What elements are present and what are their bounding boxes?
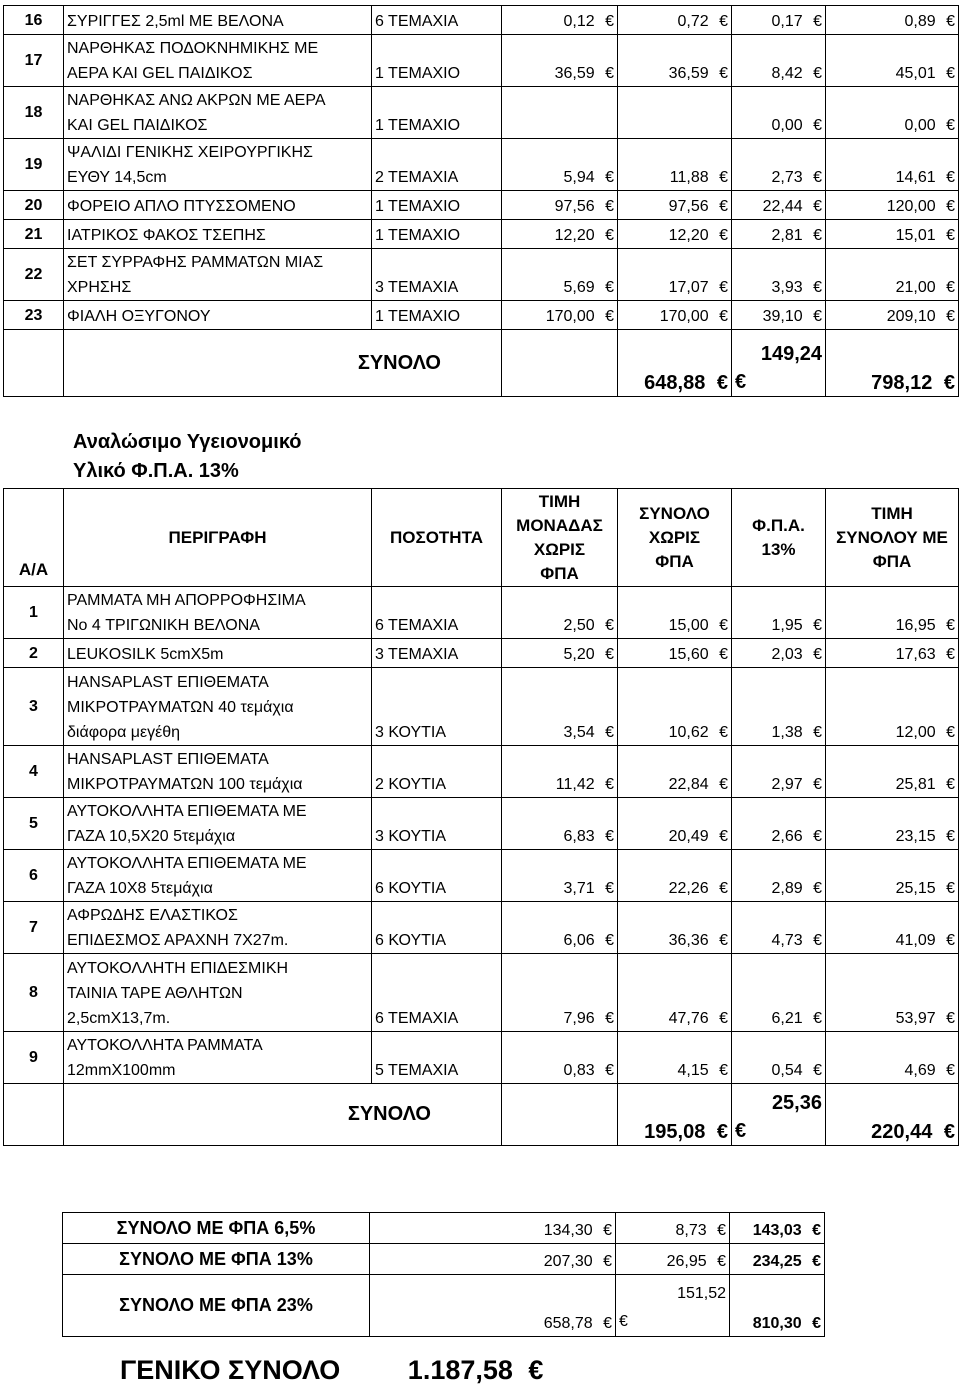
row-number: 21 — [4, 220, 64, 249]
row-total: 209,10 € — [826, 301, 959, 330]
row-number: 3 — [4, 668, 64, 746]
row-description: ΨΑΛΙΔΙ ΓΕΝΙΚΗΣ ΧΕΙΡΟΥΡΓΙΚΗΣ ΕΥΘΥ 14,5cm — [64, 139, 372, 191]
row-description: ΑΦΡΩΔΗΣ ΕΛΑΣΤΙΚΟΣ ΕΠΙΔΕΣΜΟΣ ΑΡΑΧΝΗ 7Χ27m. — [64, 902, 372, 954]
row-total: 14,61 € — [826, 139, 959, 191]
row-vat: 0,00 € — [732, 87, 826, 139]
row-unit-price: 6,83 € — [502, 798, 618, 850]
row-unit-price: 36,59 € — [502, 35, 618, 87]
table-row — [4, 301, 959, 330]
row-unit-price: 12,20 € — [502, 220, 618, 249]
summary-total: 143,03 € — [730, 1213, 825, 1244]
row-total: 16,95 € — [826, 587, 959, 639]
table-row — [4, 746, 959, 798]
row-net: 17,07 € — [618, 249, 732, 301]
header-no: Α/Α — [4, 489, 64, 587]
row-total: 23,15 € — [826, 798, 959, 850]
sum-total: 220,44 € — [826, 1084, 959, 1146]
row-net: 47,76 € — [618, 954, 732, 1032]
table2-header-row — [4, 489, 959, 587]
table-row — [4, 1032, 959, 1084]
row-net: 4,15 € — [618, 1032, 732, 1084]
row-total: 45,01 € — [826, 35, 959, 87]
row-unit-price: 3,54 € — [502, 668, 618, 746]
row-number: 5 — [4, 798, 64, 850]
row-description: ΑΥΤΟΚΟΛΛΗΤΑ ΡΑΜΜΑΤΑ 12mmX100mm — [64, 1032, 372, 1084]
row-description: ΝΑΡΘΗΚΑΣ ΑΝΩ ΑΚΡΩΝ ΜΕ ΑΕΡΑ ΚΑΙ GEL ΠΑΙΔΙΚΟΣ — [64, 87, 372, 139]
row-unit-price: 170,00 € — [502, 301, 618, 330]
row-quantity: 3 ΤΕΜΑΧΙΑ — [372, 249, 502, 301]
row-description: ΦΙΑΛΗ ΟΞΥΓΟΝΟΥ — [64, 301, 372, 330]
row-net: 170,00 € — [618, 301, 732, 330]
row-number: 18 — [4, 87, 64, 139]
row-net: 97,56 € — [618, 191, 732, 220]
row-quantity: 1 ΤΕΜΑΧΙΟ — [372, 301, 502, 330]
cell — [4, 330, 64, 397]
row-quantity: 1 ΤΕΜΑΧΙΟ — [372, 191, 502, 220]
row-unit-price: 5,20 € — [502, 639, 618, 668]
row-unit-price: 11,42 € — [502, 746, 618, 798]
items-table-2 — [3, 488, 959, 1146]
summary-label: ΣΥΝΟΛΟ ΜΕ ΦΠΑ 23% — [63, 1275, 370, 1337]
sum-label: ΣΥΝΟΛΟ — [64, 330, 502, 397]
table1-sum-row — [4, 330, 959, 397]
row-quantity: 2 ΚΟΥΤΙΑ — [372, 746, 502, 798]
row-vat: 4,73 € — [732, 902, 826, 954]
summary-label: ΣΥΝΟΛΟ ΜΕ ΦΠΑ 13% — [63, 1244, 370, 1275]
row-description: HANSAPLAST ΕΠΙΘΕΜΑΤΑ ΜΙΚΡΟΤΡΑΥΜΑΤΩΝ 40 τεμάχια διάφορα μεγέθη — [64, 668, 372, 746]
row-description: ΦΟΡΕΙΟ ΑΠΛΟ ΠΤΥΣΣΟΜΕΝΟ — [64, 191, 372, 220]
row-net: 36,59 € — [618, 35, 732, 87]
cell — [4, 1084, 64, 1146]
row-description: LEUKOSILK 5cmX5m — [64, 639, 372, 668]
row-vat: 0,54 € — [732, 1032, 826, 1084]
row-quantity: 3 ΚΟΥΤΙΑ — [372, 798, 502, 850]
row-quantity: 3 ΤΕΜΑΧΙΑ — [372, 639, 502, 668]
row-vat: 8,42 € — [732, 35, 826, 87]
row-net: 22,26 € — [618, 850, 732, 902]
row-quantity: 5 ΤΕΜΑΧΙΑ — [372, 1032, 502, 1084]
row-number: 22 — [4, 249, 64, 301]
row-total: 25,81 € — [826, 746, 959, 798]
sum-label: ΣΥΝΟΛΟ — [64, 1084, 502, 1146]
summary-vat: 151,52 € — [616, 1275, 730, 1337]
row-vat: 6,21 € — [732, 954, 826, 1032]
row-vat: 39,10 € — [732, 301, 826, 330]
table-row — [4, 798, 959, 850]
row-number: 20 — [4, 191, 64, 220]
row-unit-price: 2,50 € — [502, 587, 618, 639]
row-total: 0,89 € — [826, 6, 959, 35]
sum-total: 798,12 € — [826, 330, 959, 397]
row-vat: 2,66 € — [732, 798, 826, 850]
table-row — [4, 850, 959, 902]
row-description: ΣΥΡΙΓΓΕΣ 2,5ml ΜΕ ΒΕΛΟΝΑ — [64, 6, 372, 35]
table-row — [4, 954, 959, 1032]
row-number: 6 — [4, 850, 64, 902]
summary-row — [63, 1275, 959, 1337]
row-net: 22,84 € — [618, 746, 732, 798]
table-row — [4, 87, 959, 139]
header-unit: ΤΙΜΗ ΜΟΝΑΔΑΣ ΧΩΡΙΣ ΦΠΑ — [502, 489, 618, 587]
summary-total: 234,25 € — [730, 1244, 825, 1275]
row-net: 12,20 € — [618, 220, 732, 249]
row-total: 15,01 € — [826, 220, 959, 249]
row-number: 2 — [4, 639, 64, 668]
row-unit-price: 7,96 € — [502, 954, 618, 1032]
summary-vat: 26,95 € — [616, 1244, 730, 1275]
row-quantity: 6 ΚΟΥΤΙΑ — [372, 850, 502, 902]
row-quantity: 6 ΚΟΥΤΙΑ — [372, 902, 502, 954]
row-unit-price: 3,71 € — [502, 850, 618, 902]
row-vat: 2,89 € — [732, 850, 826, 902]
sum-vat: 25,36 € — [732, 1084, 826, 1146]
row-total: 0,00 € — [826, 87, 959, 139]
row-description: ΑΥΤΟΚΟΛΛΗΤΑ ΕΠΙΘΕΜΑΤΑ ΜΕ ΓΑΖΑ 10,5Χ20 5τεμάχια — [64, 798, 372, 850]
sum-vat: 149,24 € — [732, 330, 826, 397]
cell — [502, 330, 618, 397]
row-net: 15,00 € — [618, 587, 732, 639]
row-description: HANSAPLAST ΕΠΙΘΕΜΑΤΑ ΜΙΚΡΟΤΡΑΥΜΑΤΩΝ 100 τεμάχια — [64, 746, 372, 798]
row-vat: 2,97 € — [732, 746, 826, 798]
row-net: 11,88 € — [618, 139, 732, 191]
vat-summary-table — [62, 1212, 959, 1337]
row-quantity: 1 ΤΕΜΑΧΙΟ — [372, 220, 502, 249]
row-total: 53,97 € — [826, 954, 959, 1032]
row-number: 9 — [4, 1032, 64, 1084]
row-vat: 0,17 € — [732, 6, 826, 35]
row-quantity: 3 ΚΟΥΤΙΑ — [372, 668, 502, 746]
row-description: ΙΑΤΡΙΚΟΣ ΦΑΚΟΣ ΤΣΕΠΗΣ — [64, 220, 372, 249]
grand-total-currency: € — [528, 1355, 544, 1385]
row-number: 23 — [4, 301, 64, 330]
table-row — [4, 249, 959, 301]
row-total: 4,69 € — [826, 1032, 959, 1084]
row-unit-price: 0,12 € — [502, 6, 618, 35]
summary-row — [63, 1244, 959, 1275]
summary-label: ΣΥΝΟΛΟ ΜΕ ΦΠΑ 6,5% — [63, 1213, 370, 1244]
sum-net: 195,08 € — [618, 1084, 732, 1146]
row-description: ΡΑΜΜΑΤΑ ΜΗ ΑΠΟΡΡΟΦΗΣΙΜΑ No 4 ΤΡΙΓΩΝΙΚΗ ΒΕΛΟΝΑ — [64, 587, 372, 639]
summary-net: 207,30 € — [370, 1244, 616, 1275]
row-vat: 2,81 € — [732, 220, 826, 249]
row-total: 21,00 € — [826, 249, 959, 301]
row-unit-price: 6,06 € — [502, 902, 618, 954]
row-description: ΝΑΡΘΗΚΑΣ ΠΟΔΟΚΝΗΜΙΚΗΣ ΜΕ ΑΕΡΑ ΚΑΙ GEL ΠΑΙΔΙΚΟΣ — [64, 35, 372, 87]
sum-net: 648,88 € — [618, 330, 732, 397]
row-number: 16 — [4, 6, 64, 35]
row-total: 120,00 € — [826, 191, 959, 220]
header-net: ΣΥΝΟΛΟ ΧΩΡΙΣ ΦΠΑ — [618, 489, 732, 587]
table-row — [4, 668, 959, 746]
table-row — [4, 191, 959, 220]
table-row — [4, 35, 959, 87]
row-vat: 1,95 € — [732, 587, 826, 639]
row-net: 15,60 € — [618, 639, 732, 668]
row-vat: 1,38 € — [732, 668, 826, 746]
table-row — [4, 902, 959, 954]
table2-sum-row — [4, 1084, 959, 1146]
row-net: 36,36 € — [618, 902, 732, 954]
row-number: 1 — [4, 587, 64, 639]
row-quantity: 6 ΤΕΜΑΧΙΑ — [372, 6, 502, 35]
row-net: 0,72 € — [618, 6, 732, 35]
row-number: 7 — [4, 902, 64, 954]
row-vat: 3,93 € — [732, 249, 826, 301]
grand-total-value: 1.187,58 — [407, 1355, 513, 1385]
items-table-2-body — [4, 587, 959, 1084]
row-vat: 2,03 € — [732, 639, 826, 668]
row-quantity: 6 ΤΕΜΑΧΙΑ — [372, 587, 502, 639]
summary-net: 134,30 € — [370, 1213, 616, 1244]
summary-net: 658,78 € — [370, 1275, 616, 1337]
summary-row — [63, 1213, 959, 1244]
row-quantity: 6 ΤΕΜΑΧΙΑ — [372, 954, 502, 1032]
grand-total — [120, 1355, 543, 1386]
row-quantity: 1 ΤΕΜΑΧΙΟ — [372, 87, 502, 139]
row-total: 12,00 € — [826, 668, 959, 746]
table-row — [4, 587, 959, 639]
section-2-title: Αναλώσιμο Υγειονομικό Υλικό Φ.Π.Α. 13% — [73, 431, 302, 482]
row-number: 19 — [4, 139, 64, 191]
row-unit-price: 97,56 € — [502, 191, 618, 220]
cell — [502, 1084, 618, 1146]
summary-total: 810,30 € — [730, 1275, 825, 1337]
table-row — [4, 220, 959, 249]
items-table-1 — [3, 5, 959, 397]
row-unit-price — [502, 87, 618, 139]
row-number: 17 — [4, 35, 64, 87]
table-row — [4, 639, 959, 668]
row-quantity: 2 ΤΕΜΑΧΙΑ — [372, 139, 502, 191]
row-quantity: 1 ΤΕΜΑΧΙΟ — [372, 35, 502, 87]
row-net: 20,49 € — [618, 798, 732, 850]
row-number: 4 — [4, 746, 64, 798]
row-number: 8 — [4, 954, 64, 1032]
row-total: 17,63 € — [826, 639, 959, 668]
row-unit-price: 0,83 € — [502, 1032, 618, 1084]
row-description: ΣΕΤ ΣΥΡΡΑΦΗΣ ΡΑΜΜΑΤΩΝ ΜΙΑΣ ΧΡΗΣΗΣ — [64, 249, 372, 301]
row-description: ΑΥΤΟΚΟΛΛΗΤΗ ΕΠΙΔΕΣΜΙΚΗ ΤΑΙΝΙΑ ΤΑΡΕ ΑΘΛΗΤΩΝ 2,5cmX13,7m. — [64, 954, 372, 1032]
row-vat: 2,73 € — [732, 139, 826, 191]
row-net: 10,62 € — [618, 668, 732, 746]
row-unit-price: 5,94 € — [502, 139, 618, 191]
header-vat: Φ.Π.Α. 13% — [732, 489, 826, 587]
row-net — [618, 87, 732, 139]
row-total: 25,15 € — [826, 850, 959, 902]
vat-summary-body — [63, 1213, 959, 1337]
row-unit-price: 5,69 € — [502, 249, 618, 301]
items-table-1-body — [4, 6, 959, 330]
header-qty: ΠΟΣΟΤΗΤΑ — [372, 489, 502, 587]
row-description: ΑΥΤΟΚΟΛΛΗΤΑ ΕΠΙΘΕΜΑΤΑ ΜΕ ΓΑΖΑ 10Χ8 5τεμάχια — [64, 850, 372, 902]
header-total: ΤΙΜΗ ΣΥΝΟΛΟΥ ΜΕ ΦΠΑ — [826, 489, 959, 587]
row-total: 41,09 € — [826, 902, 959, 954]
row-vat: 22,44 € — [732, 191, 826, 220]
summary-vat: 8,73 € — [616, 1213, 730, 1244]
table-row — [4, 6, 959, 35]
grand-total-label: ΓΕΝΙΚΟ ΣΥΝΟΛΟ — [120, 1355, 341, 1385]
table-row — [4, 139, 959, 191]
header-desc: ΠΕΡΙΓΡΑΦΗ — [64, 489, 372, 587]
